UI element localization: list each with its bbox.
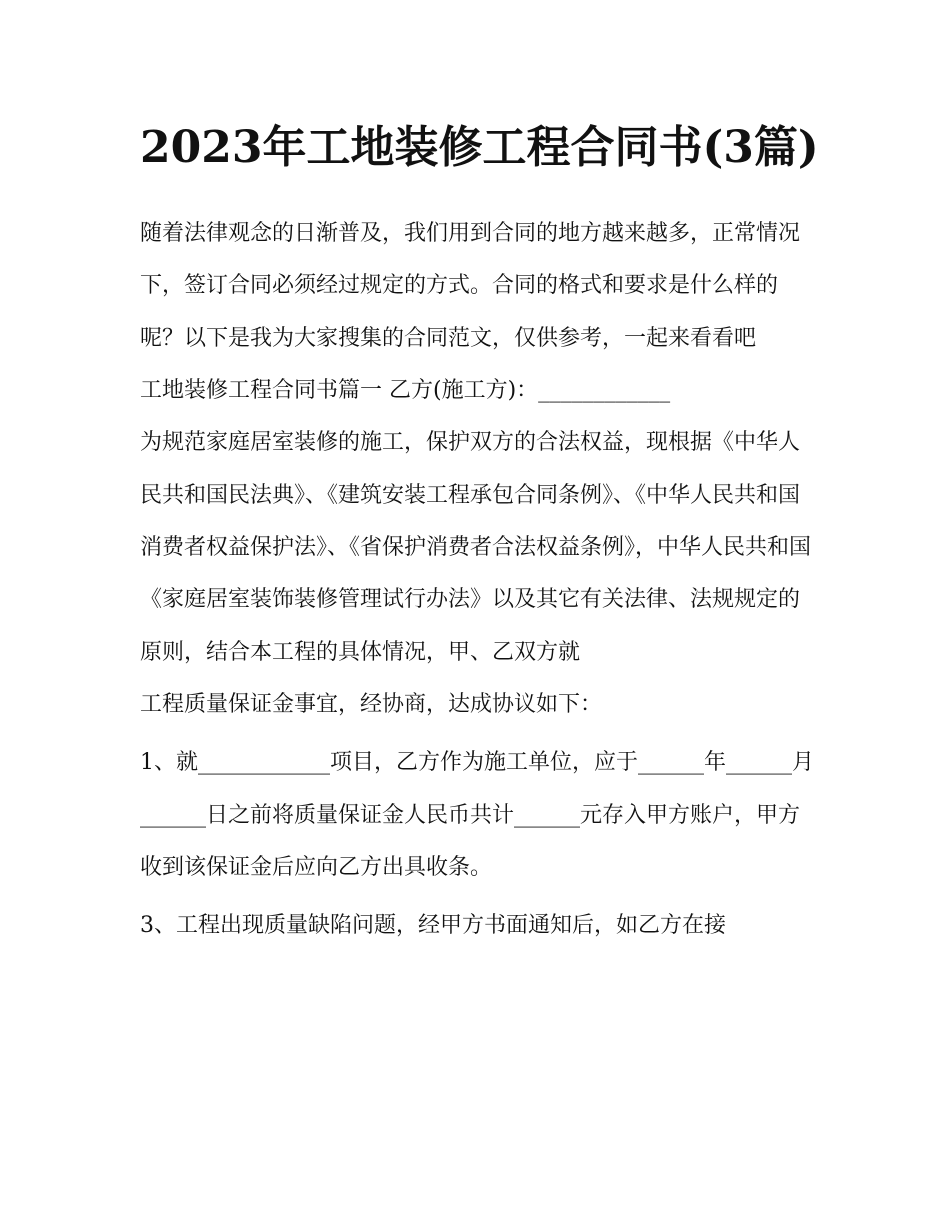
document-title: 2023年工地装修工程合同书(3篇) bbox=[140, 122, 819, 173]
intro-paragraph: 随着法律观念的日渐普及，我们用到合同的地方越来越多，正常情况下，签订合同必须经过规定的方式。合同的格式和要求是什么样的呢？以下是我为大家搜集的合同范文，仅供参考，一起来看看吧 bbox=[140, 220, 801, 351]
agreement-intro-paragraph: 工程质量保证金事宜，经协商，达成协议如下： bbox=[140, 692, 603, 718]
legal-basis-paragraph: 为规范家庭居室装修的施工，保护双方的合法权益，现根据《中华人民共和国民法典》、《建筑安装工程承包合同条例》、《中华人民共和国消费者权益保护法》、《省保护消费者合法权益条例》，中华人民共和国《家庭居室装饰装修管理试行办法》以及其它有关法律、法规规定的原则，结合本工程的具体情况，甲、乙双方就 bbox=[140, 430, 812, 665]
clause-3-paragraph: 3、工程出现质量缺陷问题，经甲方书面通知后，如乙方在接 bbox=[140, 913, 726, 939]
clause-1-paragraph: 1、就____________项目，乙方作为施工单位，应于______年______月______日之前将质量保证金人民币共计______元存入甲方账户，甲方收到该保证金后应向乙方出具收条。 bbox=[140, 750, 814, 881]
contract-heading-line: 工地装修工程合同书篇一 乙方(施工方)：____________ bbox=[140, 377, 671, 403]
document-body bbox=[140, 208, 820, 953]
document-page bbox=[140, 116, 820, 953]
